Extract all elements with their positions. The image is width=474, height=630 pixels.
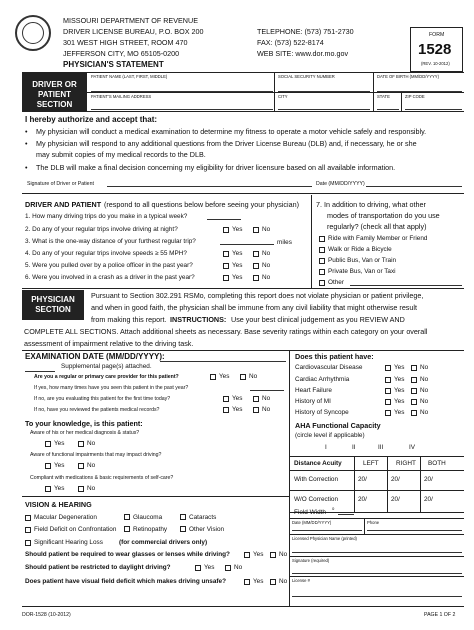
supplemental-label: Supplemental page(s) attached. — [61, 363, 152, 370]
agency-line: DRIVER LICENSE BUREAU, P.O. BOX 200 — [63, 27, 204, 36]
yes-label: Yes — [232, 226, 243, 233]
checkbox[interactable] — [78, 486, 84, 492]
signature-date-label: Date (MM/DD/YYYY) — [316, 181, 365, 187]
acuity-header: Distance Acuity — [294, 460, 342, 467]
vision-option: Cataracts — [189, 514, 217, 521]
bullet-icon: • — [25, 127, 28, 136]
vision-option: Field Deficit on Confrontation — [34, 526, 117, 533]
no-label: No — [420, 376, 429, 383]
vision-option: Other Vision — [189, 526, 225, 533]
city-label: CITY — [278, 94, 288, 99]
checkbox[interactable] — [253, 227, 259, 233]
checkbox[interactable] — [253, 407, 259, 413]
aha-level[interactable]: I — [325, 444, 327, 451]
acuity-cell[interactable]: 20/ — [358, 496, 367, 503]
checkbox[interactable] — [45, 441, 51, 447]
acuity-header: RIGHT — [396, 460, 416, 467]
physician-text: from making this report. — [91, 315, 167, 324]
acuity-row-label: W/O Correction — [294, 496, 339, 503]
signature-label: Signature of Driver or Patient — [27, 181, 94, 187]
no-label: No — [420, 409, 429, 416]
checkbox[interactable] — [385, 410, 391, 416]
physician-signature-field[interactable] — [292, 573, 462, 574]
checkbox[interactable] — [319, 236, 325, 242]
phone-label: Phone — [367, 520, 380, 525]
yes-label: Yes — [394, 398, 405, 405]
acuity-cell[interactable]: 20/ — [391, 496, 400, 503]
checkbox[interactable] — [319, 280, 325, 286]
checkbox[interactable] — [244, 552, 250, 558]
agency-line: 301 WEST HIGH STREET, ROOM 470 — [63, 38, 188, 47]
miles-label: miles — [277, 239, 292, 246]
form-code: DOR-1528 (10-2012) — [22, 612, 71, 618]
zip-field[interactable] — [405, 109, 462, 110]
mode-option: Public Bus, Van or Train — [328, 257, 397, 264]
physician-section-label: PHYSICIAN SECTION — [22, 290, 84, 320]
mode-option: Ride with Family Member or Friend — [328, 235, 428, 242]
yes-label: Yes — [253, 551, 264, 558]
no-label: No — [262, 406, 271, 413]
other-mode-field[interactable] — [350, 285, 462, 286]
authorization-bullet: My physician will conduct a medical examination to determine my fitness to operate a motor vehicle safely and responsibly. — [36, 127, 427, 136]
hearing-loss-option: Significant Hearing Loss — [34, 539, 103, 546]
question-7: modes of transportation do you use — [327, 211, 440, 220]
physician-name-label: Licensed Physician Name (printed) — [292, 536, 357, 541]
no-label: No — [262, 250, 271, 257]
aha-level[interactable]: III — [378, 444, 384, 451]
physician-text: assessment of impairment relative to the driving task. — [24, 339, 194, 348]
checkbox[interactable] — [411, 377, 417, 383]
no-label: No — [87, 485, 96, 492]
glasses-question: Should patient be required to wear glasses or lenses while driving? — [25, 551, 230, 558]
checkbox[interactable] — [225, 565, 231, 571]
state-field[interactable] — [377, 109, 399, 110]
form-number: 1528 — [418, 41, 452, 58]
checkbox[interactable] — [25, 527, 31, 533]
no-label: No — [420, 398, 429, 405]
yes-label: Yes — [232, 262, 243, 269]
telephone: TELEPHONE: (573) 751-2730 — [257, 27, 354, 36]
address-field[interactable] — [91, 109, 273, 110]
distance-field[interactable] — [220, 244, 274, 245]
yes-label: Yes — [394, 387, 405, 394]
exam-date-label: EXAMINATION DATE (MM/DD/YYYY): — [25, 352, 165, 361]
aha-heading: AHA Functional Capacity — [295, 421, 381, 430]
checkbox[interactable] — [270, 579, 276, 585]
physician-name-field[interactable] — [292, 552, 462, 553]
ssn-label: SOCIAL SECURITY NUMBER — [278, 74, 335, 79]
acuity-header: LEFT — [363, 460, 379, 467]
checkbox[interactable] — [223, 396, 229, 402]
website: WEB SITE: www.dor.mo.gov — [257, 49, 349, 58]
question-7: regularly? (check all that apply) — [327, 222, 427, 231]
supplemental-count-field[interactable] — [25, 371, 55, 372]
city-field[interactable] — [278, 109, 370, 110]
bullet-icon: • — [25, 139, 28, 148]
agency-line: JEFFERSON CITY, MO 65105-0200 — [63, 49, 180, 58]
checkbox[interactable] — [385, 388, 391, 394]
yes-label: Yes — [394, 364, 405, 371]
exam-date-field[interactable] — [160, 361, 286, 362]
physician-date-field[interactable] — [292, 530, 362, 531]
aware-impairments-question: Aware of functional impairments that may impact driving? — [30, 452, 162, 458]
yes-label: Yes — [219, 373, 230, 380]
checkbox[interactable] — [223, 263, 229, 269]
checkbox[interactable] — [25, 540, 31, 546]
condition-label: Cardiac Arrhythmia — [295, 376, 350, 383]
checkbox[interactable] — [253, 251, 259, 257]
missouri-seal-icon — [15, 15, 51, 51]
checkbox[interactable] — [319, 258, 325, 264]
instructions-label: INSTRUCTIONS: — [170, 315, 227, 324]
signature-date-field[interactable] — [366, 186, 462, 187]
no-label: No — [420, 387, 429, 394]
acuity-header: BOTH — [428, 460, 446, 467]
dob-label: DATE OF BIRTH (MM/DD/YYYY) — [377, 74, 439, 79]
question-3: 3. What is the one-way distance of your furthest regular trip? — [25, 238, 196, 245]
patient-name-label: PATIENT NAME (LAST, FIRST, MIDDLE) — [91, 74, 168, 79]
state-label: STATE — [377, 94, 390, 99]
question-5: 5. Were you pulled over by a police officer in the past year? — [25, 262, 193, 269]
checkbox[interactable] — [223, 227, 229, 233]
condition-label: Cardiovascular Disease — [295, 364, 363, 371]
zip-label: ZIP CODE — [405, 94, 425, 99]
authorization-bullet: may submit copies of my medical records to the DLB. — [36, 150, 206, 159]
checkbox[interactable] — [45, 463, 51, 469]
compliant-question: Compliant with medications & basic requirements of self-care? — [30, 475, 174, 481]
physician-text: COMPLETE ALL SECTIONS. Attach additional sheets as necessary. Base severity ratings within each category on your overall — [24, 327, 428, 336]
mode-option: Private Bus, Van or Taxi — [328, 268, 396, 275]
reviewed-question: If no, have you reviewed the patients medical records? — [34, 407, 160, 413]
yes-label: Yes — [232, 274, 243, 281]
checkbox[interactable] — [223, 407, 229, 413]
physician-date-label: Date (MM/DD/YYYY) — [292, 520, 332, 525]
no-label: No — [249, 373, 258, 380]
no-label: No — [262, 262, 271, 269]
driver-section-label: DRIVER OR PATIENT SECTION — [22, 73, 87, 111]
address-label: PATIENT'S MAILING ADDRESS — [91, 94, 152, 99]
question-2: 2. Do any of your regular trips involve driving at night? — [25, 226, 178, 233]
checkbox[interactable] — [124, 526, 130, 532]
form-label: FORM — [429, 32, 445, 38]
checkbox[interactable] — [385, 365, 391, 371]
form-title: PHYSICIAN'S STATEMENT — [63, 60, 164, 69]
acuity-cell[interactable]: 20/ — [424, 476, 433, 483]
checkbox[interactable] — [253, 263, 259, 269]
checkbox[interactable] — [319, 247, 325, 253]
no-label: No — [234, 564, 243, 571]
question-4: 4. Do any of your regular trips involve speeds ≥ 55 MPH? — [25, 250, 187, 257]
conditions-heading: Does this patient have: — [295, 352, 374, 361]
acuity-cell[interactable]: 20/ — [424, 496, 433, 503]
driver-patient-heading-rest: (respond to all questions below before seeing your physician) — [104, 200, 299, 209]
yes-label: Yes — [204, 564, 215, 571]
checkbox[interactable] — [411, 365, 417, 371]
field-width-field[interactable] — [338, 514, 354, 515]
physician-text: Pursuant to Section 302.291 RSMo, completing this report does not violate physician or patient privilege, — [91, 291, 424, 300]
checkbox[interactable] — [223, 275, 229, 281]
yes-label: Yes — [54, 485, 65, 492]
page-number: PAGE 1 OF 2 — [424, 612, 456, 618]
yes-label: Yes — [54, 440, 65, 447]
authorization-bullet: The DLB will make a final decision concerning my eligibility for driver licensure based on all available information. — [36, 163, 396, 172]
aha-subheading: (circle level if applicable) — [295, 432, 365, 439]
acuity-cell[interactable]: 20/ — [391, 476, 400, 483]
yes-label: Yes — [394, 409, 405, 416]
field-width-label: Field Width — [294, 509, 326, 516]
knowledge-heading: To your knowledge, is this patient: — [25, 419, 143, 428]
acuity-row-label: With Correction — [294, 476, 339, 483]
checkbox[interactable] — [270, 552, 276, 558]
yes-label: Yes — [232, 250, 243, 257]
trips-per-week-field[interactable] — [207, 219, 241, 220]
question-6: 6. Were you involved in a crash as a driver in the past year? — [25, 274, 195, 281]
regular-provider-question: Are you a regular or primary care provider for this patient? — [34, 374, 179, 380]
checkbox[interactable] — [253, 396, 259, 402]
vision-option: Glaucoma — [133, 514, 163, 521]
revision: (REV. 10-2012) — [421, 61, 450, 66]
times-seen-field[interactable] — [250, 390, 284, 391]
yes-label: Yes — [394, 376, 405, 383]
yes-label: Yes — [232, 406, 243, 413]
agency-line: MISSOURI DEPARTMENT OF REVENUE — [63, 16, 198, 25]
checkbox[interactable] — [223, 251, 229, 257]
no-label: No — [279, 578, 288, 585]
condition-label: History of Syncope — [295, 409, 349, 416]
license-label: License # — [292, 578, 310, 583]
checkbox[interactable] — [78, 441, 84, 447]
authorization-heading: I hereby authorize and accept that: — [25, 115, 158, 124]
no-label: No — [262, 226, 271, 233]
checkbox[interactable] — [45, 486, 51, 492]
checkbox[interactable] — [78, 463, 84, 469]
checkbox[interactable] — [253, 275, 259, 281]
checkbox[interactable] — [180, 514, 186, 520]
mode-option: Walk or Ride a Bicycle — [328, 246, 392, 253]
question-1: 1. How many driving trips do you make in a typical week? — [25, 213, 188, 220]
checkbox[interactable] — [124, 514, 130, 520]
aware-condition-question: Aware of his or her medical diagnosis & status? — [30, 430, 140, 436]
no-label: No — [87, 462, 96, 469]
no-label: No — [262, 395, 271, 402]
checkbox[interactable] — [244, 579, 250, 585]
checkbox[interactable] — [411, 388, 417, 394]
phone-field[interactable] — [367, 530, 462, 531]
no-label: No — [420, 364, 429, 371]
checkbox[interactable] — [385, 399, 391, 405]
checkbox[interactable] — [210, 374, 216, 380]
physician-signature-label: Signature (required) — [292, 558, 330, 563]
license-field[interactable] — [292, 596, 462, 597]
driver-patient-heading: DRIVER AND PATIENT — [25, 200, 102, 209]
instructions-text: Use your best clinical judgement as you REVIEW AND — [231, 315, 405, 324]
yes-label: Yes — [253, 578, 264, 585]
checkbox[interactable] — [385, 377, 391, 383]
commercial-note: (for commercial drivers only) — [119, 539, 208, 546]
checkbox[interactable] — [195, 565, 201, 571]
acuity-cell[interactable]: 20/ — [358, 476, 367, 483]
bullet-icon: • — [25, 163, 28, 172]
checkbox[interactable] — [180, 526, 186, 532]
yes-label: Yes — [54, 462, 65, 469]
no-label: No — [262, 274, 271, 281]
checkbox[interactable] — [240, 374, 246, 380]
aha-level[interactable]: II — [352, 444, 356, 451]
condition-label: Heart Failure — [295, 387, 332, 394]
checkbox[interactable] — [411, 410, 417, 416]
checkbox[interactable] — [25, 515, 31, 521]
aha-level[interactable]: IV — [409, 444, 416, 451]
authorization-bullet: My physician will respond to any additional questions from the Driver License Bureau (DLB) and, if necessary, he or she — [36, 139, 417, 148]
condition-label: History of MI — [295, 398, 331, 405]
vision-option: Macular Degeneration — [34, 514, 97, 521]
driver-signature-field[interactable] — [107, 186, 312, 187]
fax: FAX: (573) 522-8174 — [257, 38, 324, 47]
vision-hearing-heading: VISION & HEARING — [25, 500, 92, 509]
checkbox[interactable] — [411, 399, 417, 405]
no-label: No — [87, 440, 96, 447]
no-label: No — [279, 551, 288, 558]
times-seen-question: If yes, how many times have you seen this patient in the past year? — [34, 385, 189, 391]
yes-label: Yes — [232, 395, 243, 402]
degree-symbol: o — [332, 506, 335, 511]
first-time-question: If no, are you evaluating this patient for the first time today? — [34, 396, 171, 402]
question-7: 7. In addition to driving, what other — [316, 200, 426, 209]
mode-option: Other — [328, 279, 344, 286]
checkbox[interactable] — [319, 269, 325, 275]
daylight-question: Should patient be restricted to daylight driving? — [25, 564, 171, 571]
physician-text: and when in good faith, the physician shall be immune from any civil liability that might otherwise result — [91, 303, 417, 312]
visual-field-question: Does patient have visual field deficit which makes driving unsafe? — [25, 578, 227, 585]
vision-option: Retinopathy — [133, 526, 168, 533]
